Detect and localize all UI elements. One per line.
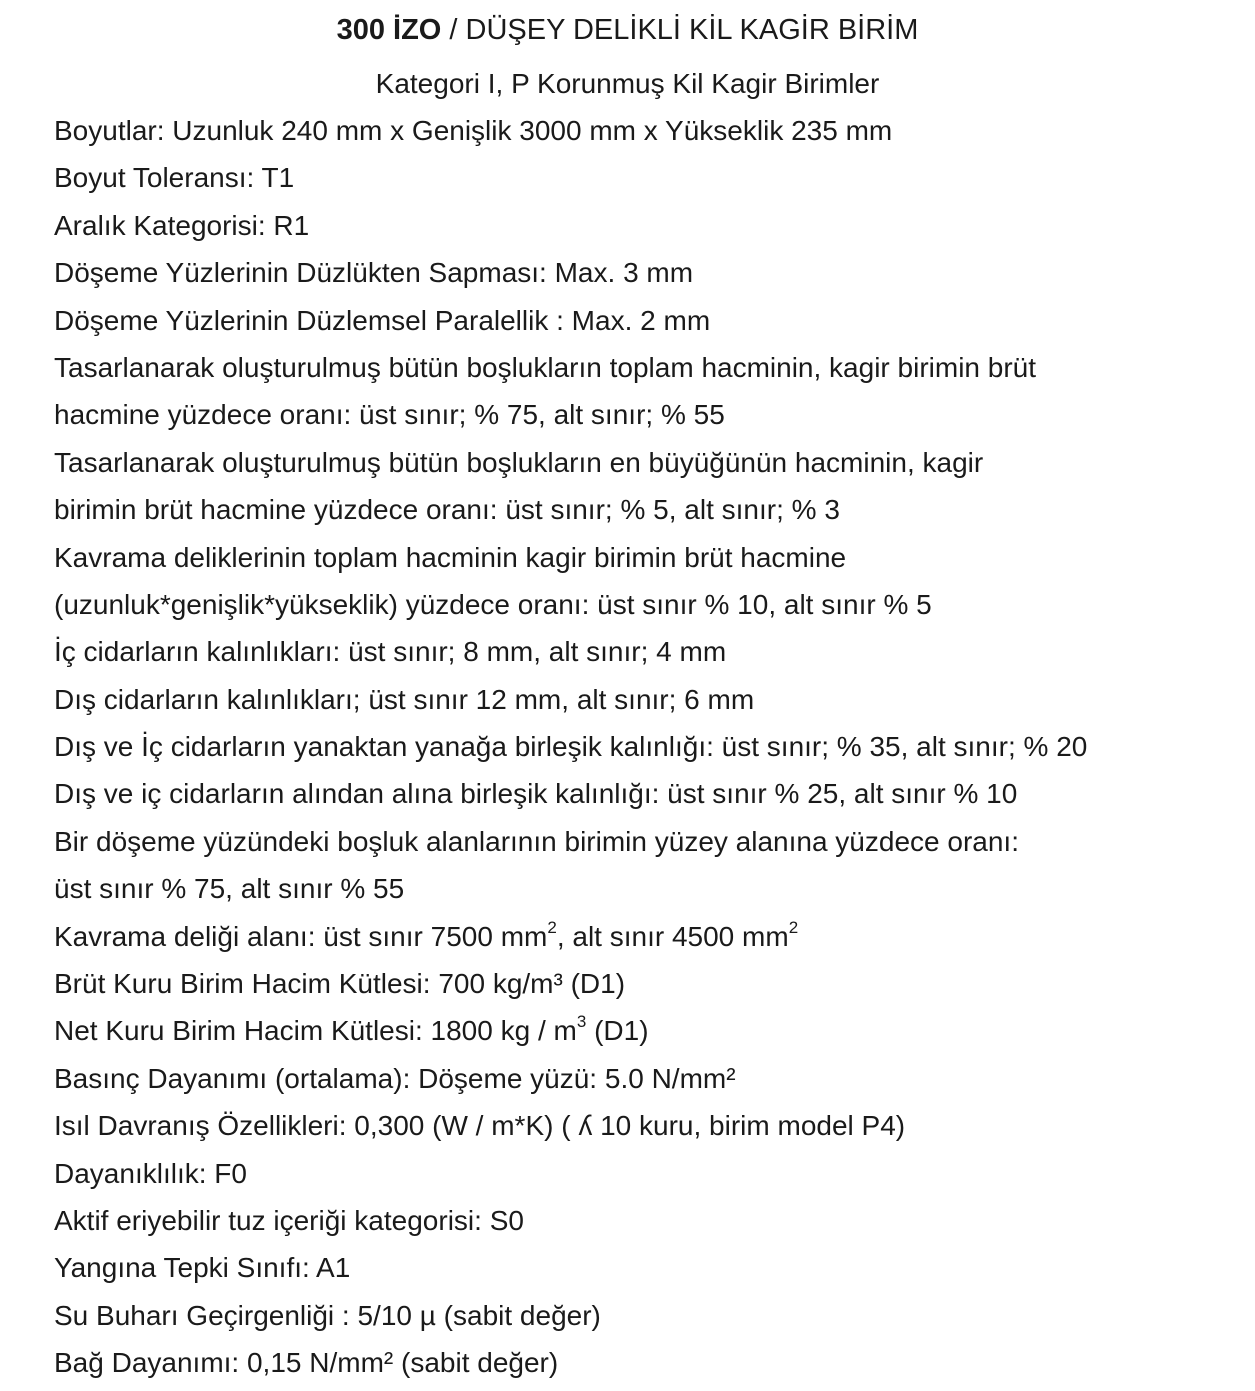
spec-total-void-volume-line1: Tasarlanarak oluşturulmuş bütün boşlukların toplam hacminin, kagir birimin brüt [54,351,1037,383]
spec-flatness-deviation: Döşeme Yüzlerinin Düzlükten Sapması: Max. 3 mm [54,257,694,289]
document-title [0,10,1255,50]
spec-dimensions: Boyutlar: Uzunluk 240 mm x Genişlik 3000 mm x Yükseklik 235 mm [54,115,893,146]
spec-compressive-strength: Basınç Dayanımı (ortalama): Döşeme yüzü: 5.0 N/mm² [54,1062,736,1094]
spec-inner-web-thickness: İç cidarların kalınlıkları: üst sınır; 8 mm, alt sınır; 4 mm [54,636,727,668]
spec-grip-hole-area: Kavrama deliği alanı: üst sınır 7500 $mm^2$, alt sınır 4500 $mm^2$ [54,917,799,952]
spec-range-category: Aralık Kategorisi: R1 [54,209,310,241]
spec-combined-thickness-side: Dış ve İç cidarların yanaktan yanağa birleşik kalınlığı: üst sınır; % 35, alt sınır; % 20 [54,731,1088,763]
spec-water-vapour-permeability: Su Buharı Geçirgenliği : 5/10 µ (sabit değer) [54,1299,601,1331]
spec-gross-dry-density: Brüt Kuru Birim Hacim Kütlesi: 700 kg/m³ (D1) [54,968,626,1000]
spec-net-dry-density: Net Kuru Birim Hacim Kütlesi: 1800 kg / $m^3$ (D1) [54,1012,649,1047]
spec-grip-hole-volume-line2: (uzunluk*genişlik*yükseklik) yüzdece oranı: üst sınır % 10, alt sınır % 5 [54,588,932,620]
spec-dimension-tolerance: Boyut Toleransı: T1 [54,162,295,194]
spec-void-area-ratio-line2: üst sınır % 75, alt sınır % 55 [54,873,405,905]
spec-active-soluble-salt: Aktif eriyebilir tuz içeriği kategorisi: S0 [54,1204,524,1236]
title-product-code: 300 İZO [336,14,442,46]
spec-largest-void-volume-line2: birimin brüt hacmine yüzdece oranı: üst sınır; % 5, alt sınır; % 3 [54,494,840,526]
spec-largest-void-volume-line1: Tasarlanarak oluşturulmuş bütün boşlukların en büyüğünün hacminin, kagir [54,446,984,478]
spec-durability: Dayanıklılık: F0 [54,1157,247,1189]
spec-reaction-to-fire: Yangına Tepki Sınıfı: A1 [54,1252,351,1284]
spec-bond-strength: Bağ Dayanımı: 0,15 N/mm² (sabit değer) [54,1347,559,1379]
spec-outer-shell-thickness: Dış cidarların kalınlıkları; üst sınır 12 mm, alt sınır; 6 mm [54,683,755,715]
spec-grip-hole-volume-line1: Kavrama deliklerinin toplam hacminin kagir birimin brüt hacmine [54,541,847,573]
spec-combined-thickness-end: Dış ve iç cidarların alından alına birleşik kalınlığı: üst sınır % 25, alt sınır % 10 [54,778,1018,810]
document-subtitle: Kategori I, P Korunmuş Kil Kagir Birimler [375,68,880,99]
specification-list [54,111,1244,1391]
spec-void-area-ratio-line1: Bir döşeme yüzündeki boşluk alanlarının birimin yüzey alanına yüzdece oranı: [54,825,1019,857]
spec-total-void-volume-line2: hacmine yüzdece oranı: üst sınır; % 75, alt sınır; % 55 [54,399,725,431]
spec-thermal-properties: Isıl Davranış Özellikleri: 0,300 (W / m*K) ( ʎ 10 kuru, birim model P4) [54,1110,906,1142]
spec-plane-parallelism: Döşeme Yüzlerinin Düzlemsel Paralellik : Max. 2 mm [54,304,711,336]
title-product-name: / DÜŞEY DELİKLİ KİL KAGİR BİRİM [441,14,919,46]
